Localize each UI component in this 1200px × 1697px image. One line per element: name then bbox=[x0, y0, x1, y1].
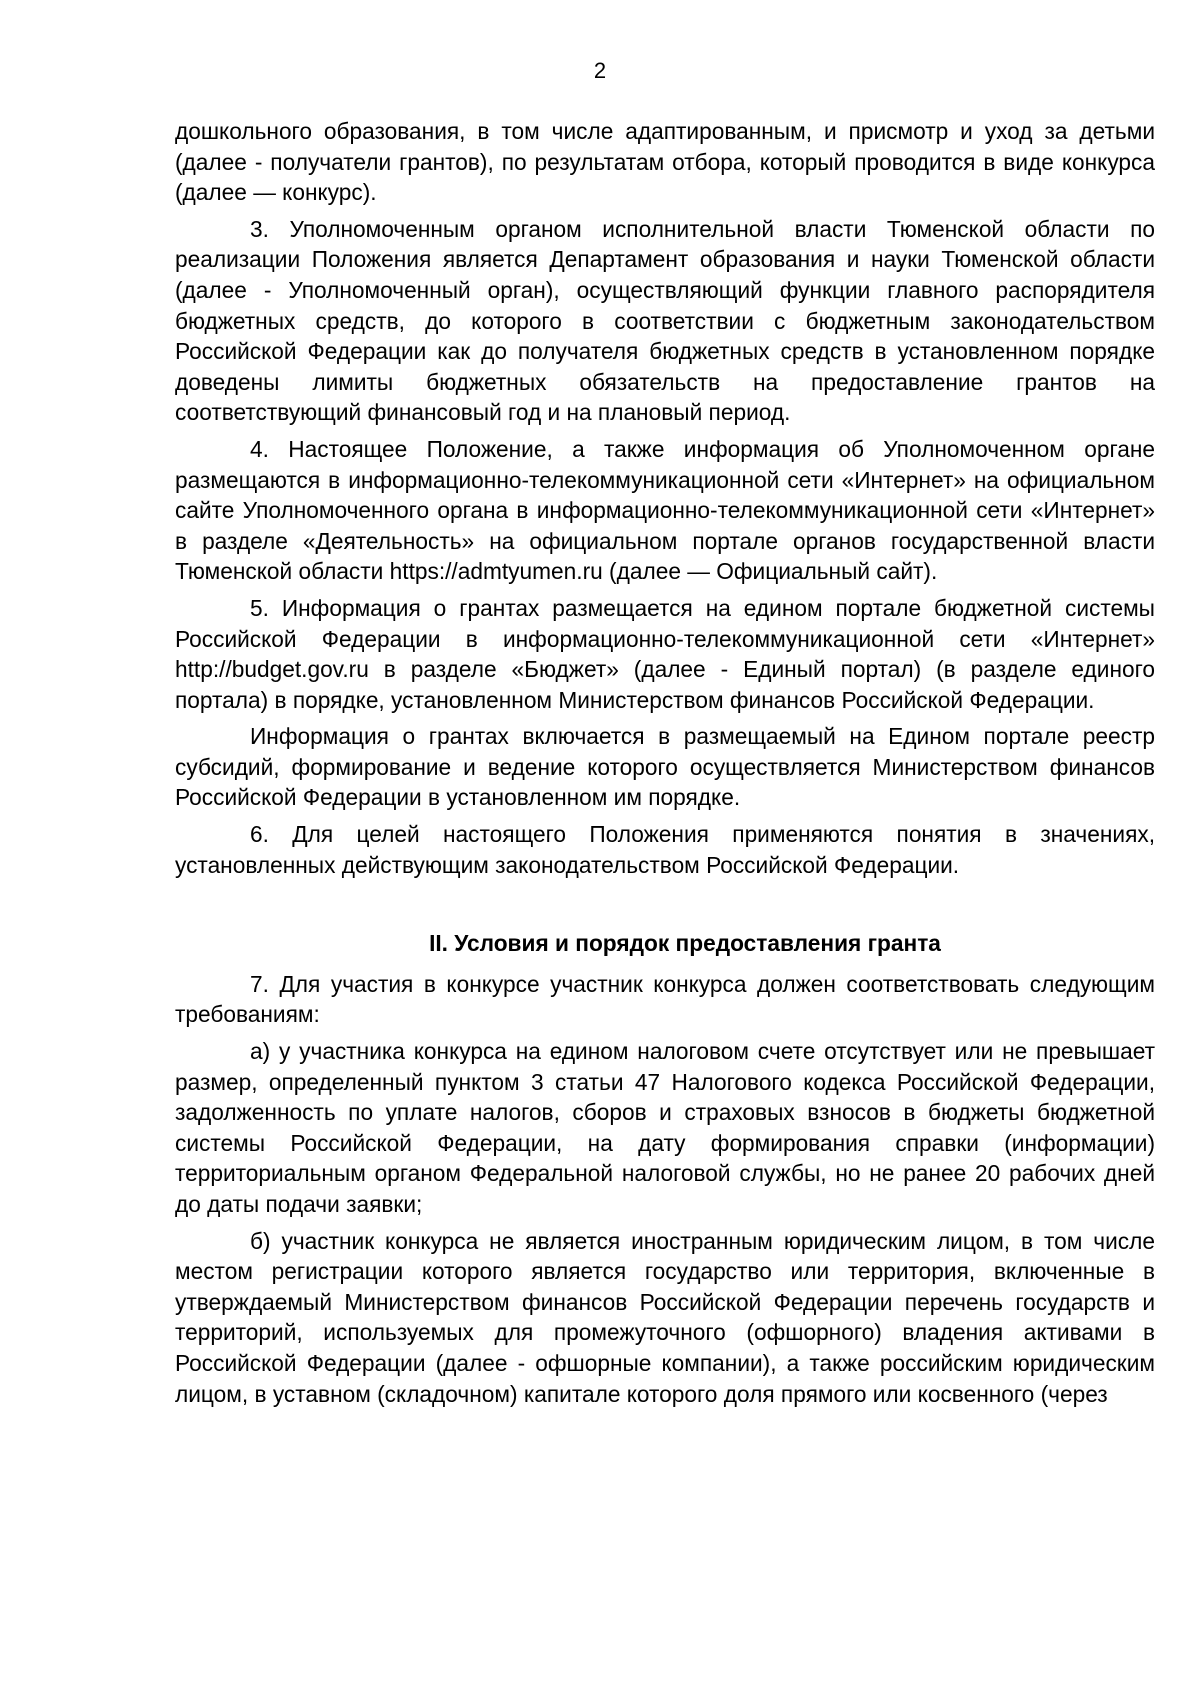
paragraph-item-6: 6. Для целей настоящего Положения применяются понятия в значениях, установленных действующим законодательством Российской Федерации. bbox=[175, 821, 1155, 878]
paragraph-item-3: 3. Уполномоченным органом исполнительной власти Тюменской области по реализации Положения является Департамент образования и науки Тюменской области (далее - Уполномоченный орган), осуществляющий функции главного распорядителя бюджетных средств, до которого в соответствии с бюджетным законодательством Российской Федерации как до получателя бюджетных средств в установленном порядке доведены лимиты бюджетных обязательств на предоставление грантов на соответствующий финансовый год и на плановый период. bbox=[175, 215, 1155, 426]
paragraph-item-5-registry: Информация о грантах включается в размещаемый на Едином портале реестр субсидий, формирование и ведение которого осуществляется Министерством финансов Российской Федерации в установленном им порядке. bbox=[175, 723, 1155, 811]
paragraph-item-4: 4. Настоящее Положение, а также информация об Уполномоченном органе размещаются в информационно-телекоммуникационной сети «Интернет» на официальном сайте Уполномоченного органа в информационно-телекоммуникационной сети «Интернет» в разделе «Деятельность» на официальном портале органов государственной власти Тюменской области https://admtyumen.ru (далее — Официальный сайт). bbox=[175, 435, 1155, 585]
paragraph-item-7b: б) участник конкурса не является иностранным юридическим лицом, в том числе местом регистрации которого является государство или территория, включенные в утверждаемый Министерством финансов Российской Федерации перечень государств и территорий, используемых для промежуточного (офшорного) владения активами в Российской Федерации (далее - офшорные компании), а также российским юридическим лицом, в уставном (складочном) капитале которого доля прямого или косвенного (через bbox=[175, 1227, 1155, 1407]
page-number: 2 bbox=[593, 58, 607, 83]
paragraph-item-7a: а) у участника конкурса на едином налоговом счете отсутствует или не превышает размер, определенный пунктом 3 статьи 47 Налогового кодекса Российской Федерации, задолженность по уплате налогов, сборов и страховых взносов в бюджеты бюджетной системы Российской Федерации, на дату формирования справки (информации) территориальным органом Федеральной налоговой службы, но не ранее 20 рабочих дней до даты подачи заявки; bbox=[175, 1038, 1155, 1217]
document-body bbox=[175, 116, 1155, 1415]
paragraph-item-7: 7. Для участия в конкурсе участник конкурса должен соответствовать следующим требованиям: bbox=[175, 970, 1155, 1028]
section-title: II. Условия и порядок предоставления гранта bbox=[429, 930, 941, 957]
paragraph-item-5: 5. Информация о грантах размещается на едином портале бюджетной системы Российской Федерации в информационно-телекоммуникационной сети «Интернет» http://budget.gov.ru в разделе «Бюджет» (далее - Единый портал) (в разделе единого портала) в порядке, установленном Министерством финансов Российской Федерации. bbox=[175, 594, 1155, 713]
paragraph-continuation: дошкольного образования, в том числе адаптированным, и присмотр и уход за детьми (далее - получатели грантов), по результатам отбора, который проводится в виде конкурса (далее — конкурс). bbox=[175, 118, 1155, 206]
